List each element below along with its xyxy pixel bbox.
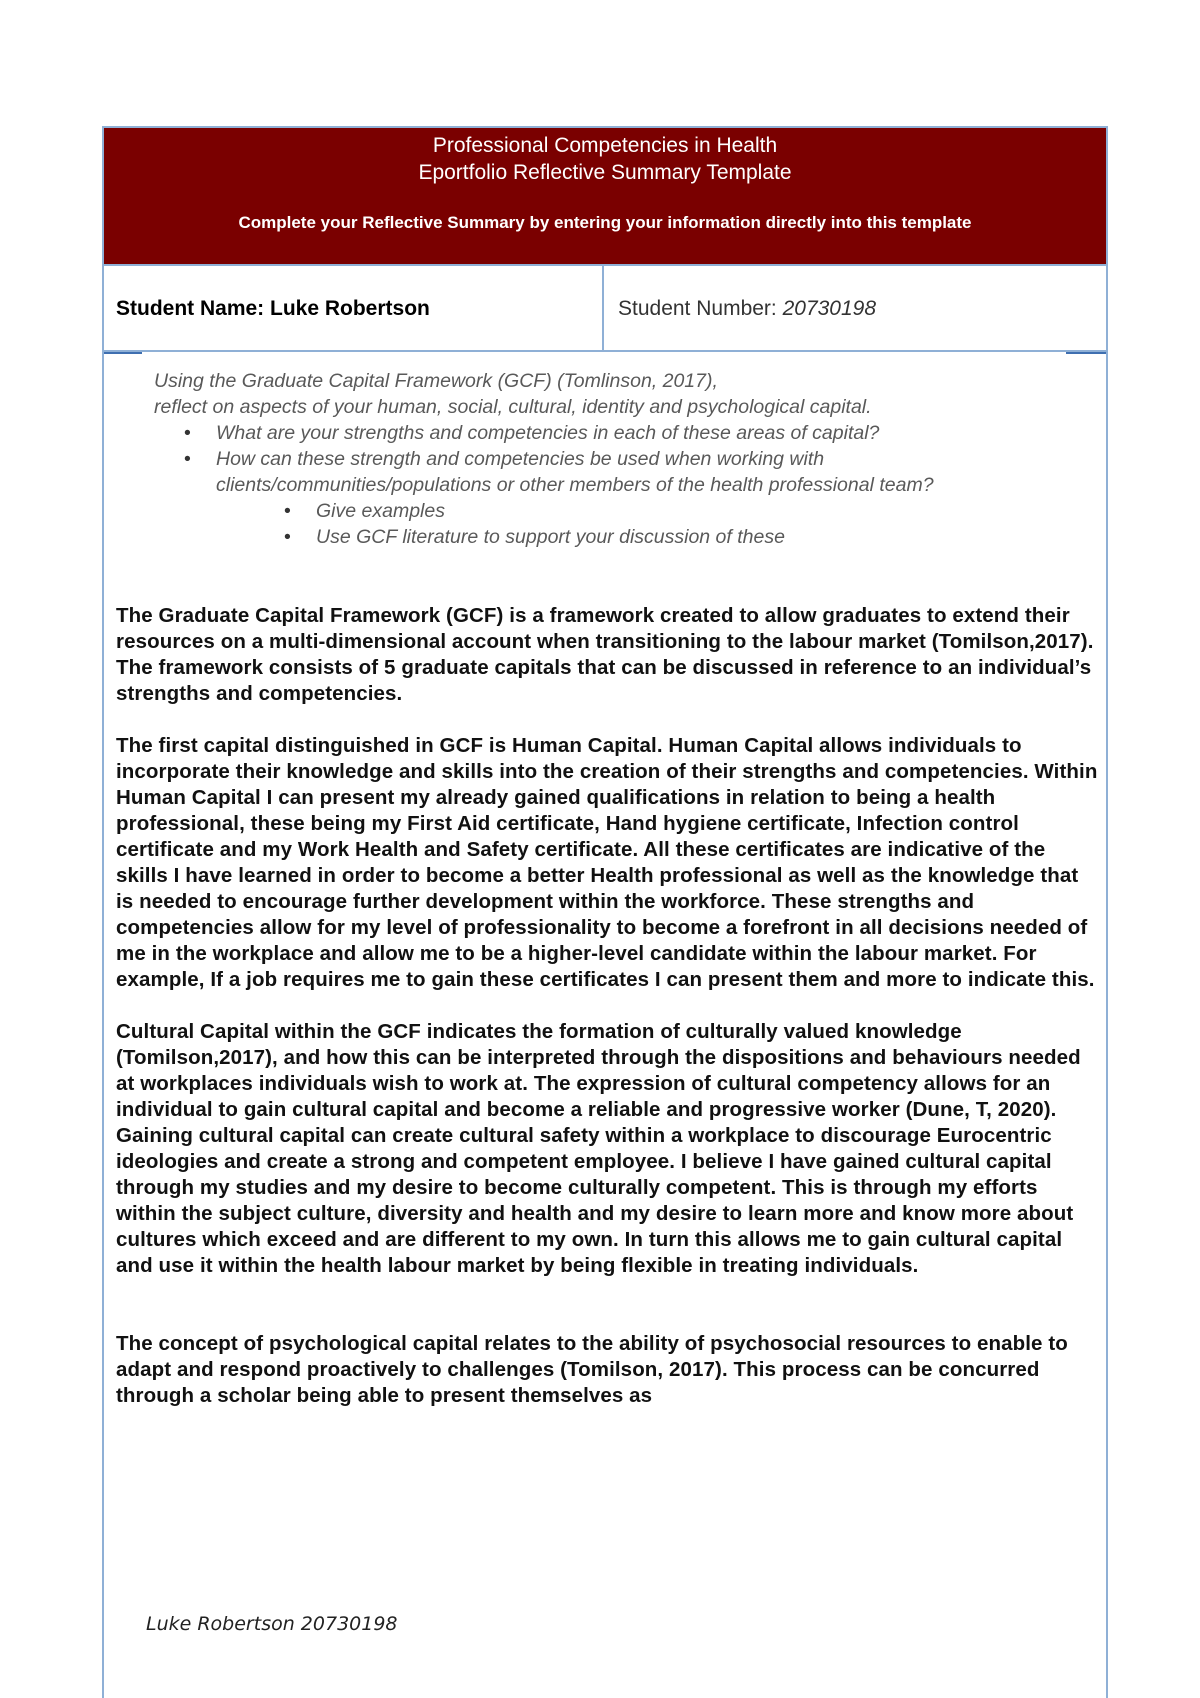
essay-paragraph: The first capital distinguished in GCF is Human Capital. Human Capital allows individuals to incorporate their knowledge and skills into the creation of their strengths and competencies. Within Human Capital I can present my already gained qualifications in relation to being a health professional, these being my First Aid certificate, Hand hygiene certificate, Infection control certificate and my Work Health and Safety certificate. All these certificates are indicative of the skills I have learned in order to become a better Health professional as well as the knowledge that is needed to encourage further development within the workforce. These strengths and competencies allow for my level of professionality to become a forefront in all decisions needed of me in the workplace and allow me to be a higher-level candidate within the labour market. For example, If a job requires me to gain these certificates I can present them and more to indicate this. (116, 734, 1098, 991)
template-instruction: Complete your Reflective Summary by entering your information directly into this template (238, 213, 972, 232)
template-subtitle: Eportfolio Reflective Summary Template (418, 161, 792, 184)
student-number-label (618, 296, 876, 322)
reflection-prompt (154, 368, 1074, 550)
page-footer: Luke Robertson 20730198 (146, 1613, 398, 1635)
student-name-label: Student Name: Luke Robertson (116, 297, 430, 320)
prompt-bullet: • How can these strength and competencies be used when working with clients/communities/populations or other members of the health professional team? (216, 446, 1074, 498)
prompt-sub-bullet-list (216, 498, 1074, 550)
cell-edge-mark-right (1066, 352, 1106, 354)
prompt-bullet-list (154, 420, 1074, 550)
prompt-line: reflect on aspects of your human, social, cultural, identity and psychological capital. (154, 396, 872, 418)
prompt-sub-list-wrapper (216, 498, 1074, 550)
prompt-line: Using the Graduate Capital Framework (GCF) (Tomlinson, 2017), (154, 370, 718, 392)
template-header (104, 128, 1106, 266)
reflective-summary-table (102, 126, 1108, 1698)
essay-paragraph: The Graduate Capital Framework (GCF) is a framework created to allow graduates to extend their resources on a multi-dimensional account when transitioning to the labour market (Tomilson,2017). The framework consists of 5 graduate capitals that can be discussed in reference to an individual’s strengths and competencies. (116, 604, 1094, 705)
reflective-summary-body[interactable] (116, 603, 1101, 1435)
essay-paragraph: Cultural Capital within the GCF indicates the formation of culturally valued knowledge (Tomilson,2017), and how this can be interpreted through the dispositions and behaviours needed at workplaces individuals wish to work at. The expression of cultural competency allows for an individual to gain cultural capital and become a reliable and progressive worker (Dune, T, 2020). Gaining cultural capital can create cultural safety within a workplace to discourage Eurocentric ideologies and create a strong and competent employee. I believe I have gained cultural capital through my studies and my desire to become culturally competent. This is through my efforts within the subject culture, diversity and health and my desire to learn more and know more about cultures which exceed and are different to my own. In turn this allows me to gain cultural capital and use it within the health labour market by being flexible in treating individuals. (116, 1020, 1081, 1277)
student-number-value: 20730198 (782, 297, 877, 320)
student-info-row (104, 266, 1106, 352)
student-number-cell[interactable] (604, 266, 1106, 350)
student-number-caption: Student Number: (618, 297, 783, 320)
template-title: Professional Competencies in Health (432, 134, 778, 157)
essay-paragraph: The concept of psychological capital relates to the ability of psychosocial resources to enable to adapt and respond proactively to challenges (Tomilson, 2017). This process can be concurred through a scholar being able to present themselves as (116, 1332, 1068, 1407)
student-name-cell[interactable] (104, 266, 604, 350)
prompt-bullet: • What are your strengths and competencies in each of these areas of capital? (216, 420, 1074, 446)
prompt-sub-bullet: • Give examples (316, 498, 1074, 524)
prompt-sub-bullet: • Use GCF literature to support your discussion of these (316, 524, 1074, 550)
cell-edge-mark-left (104, 352, 142, 354)
